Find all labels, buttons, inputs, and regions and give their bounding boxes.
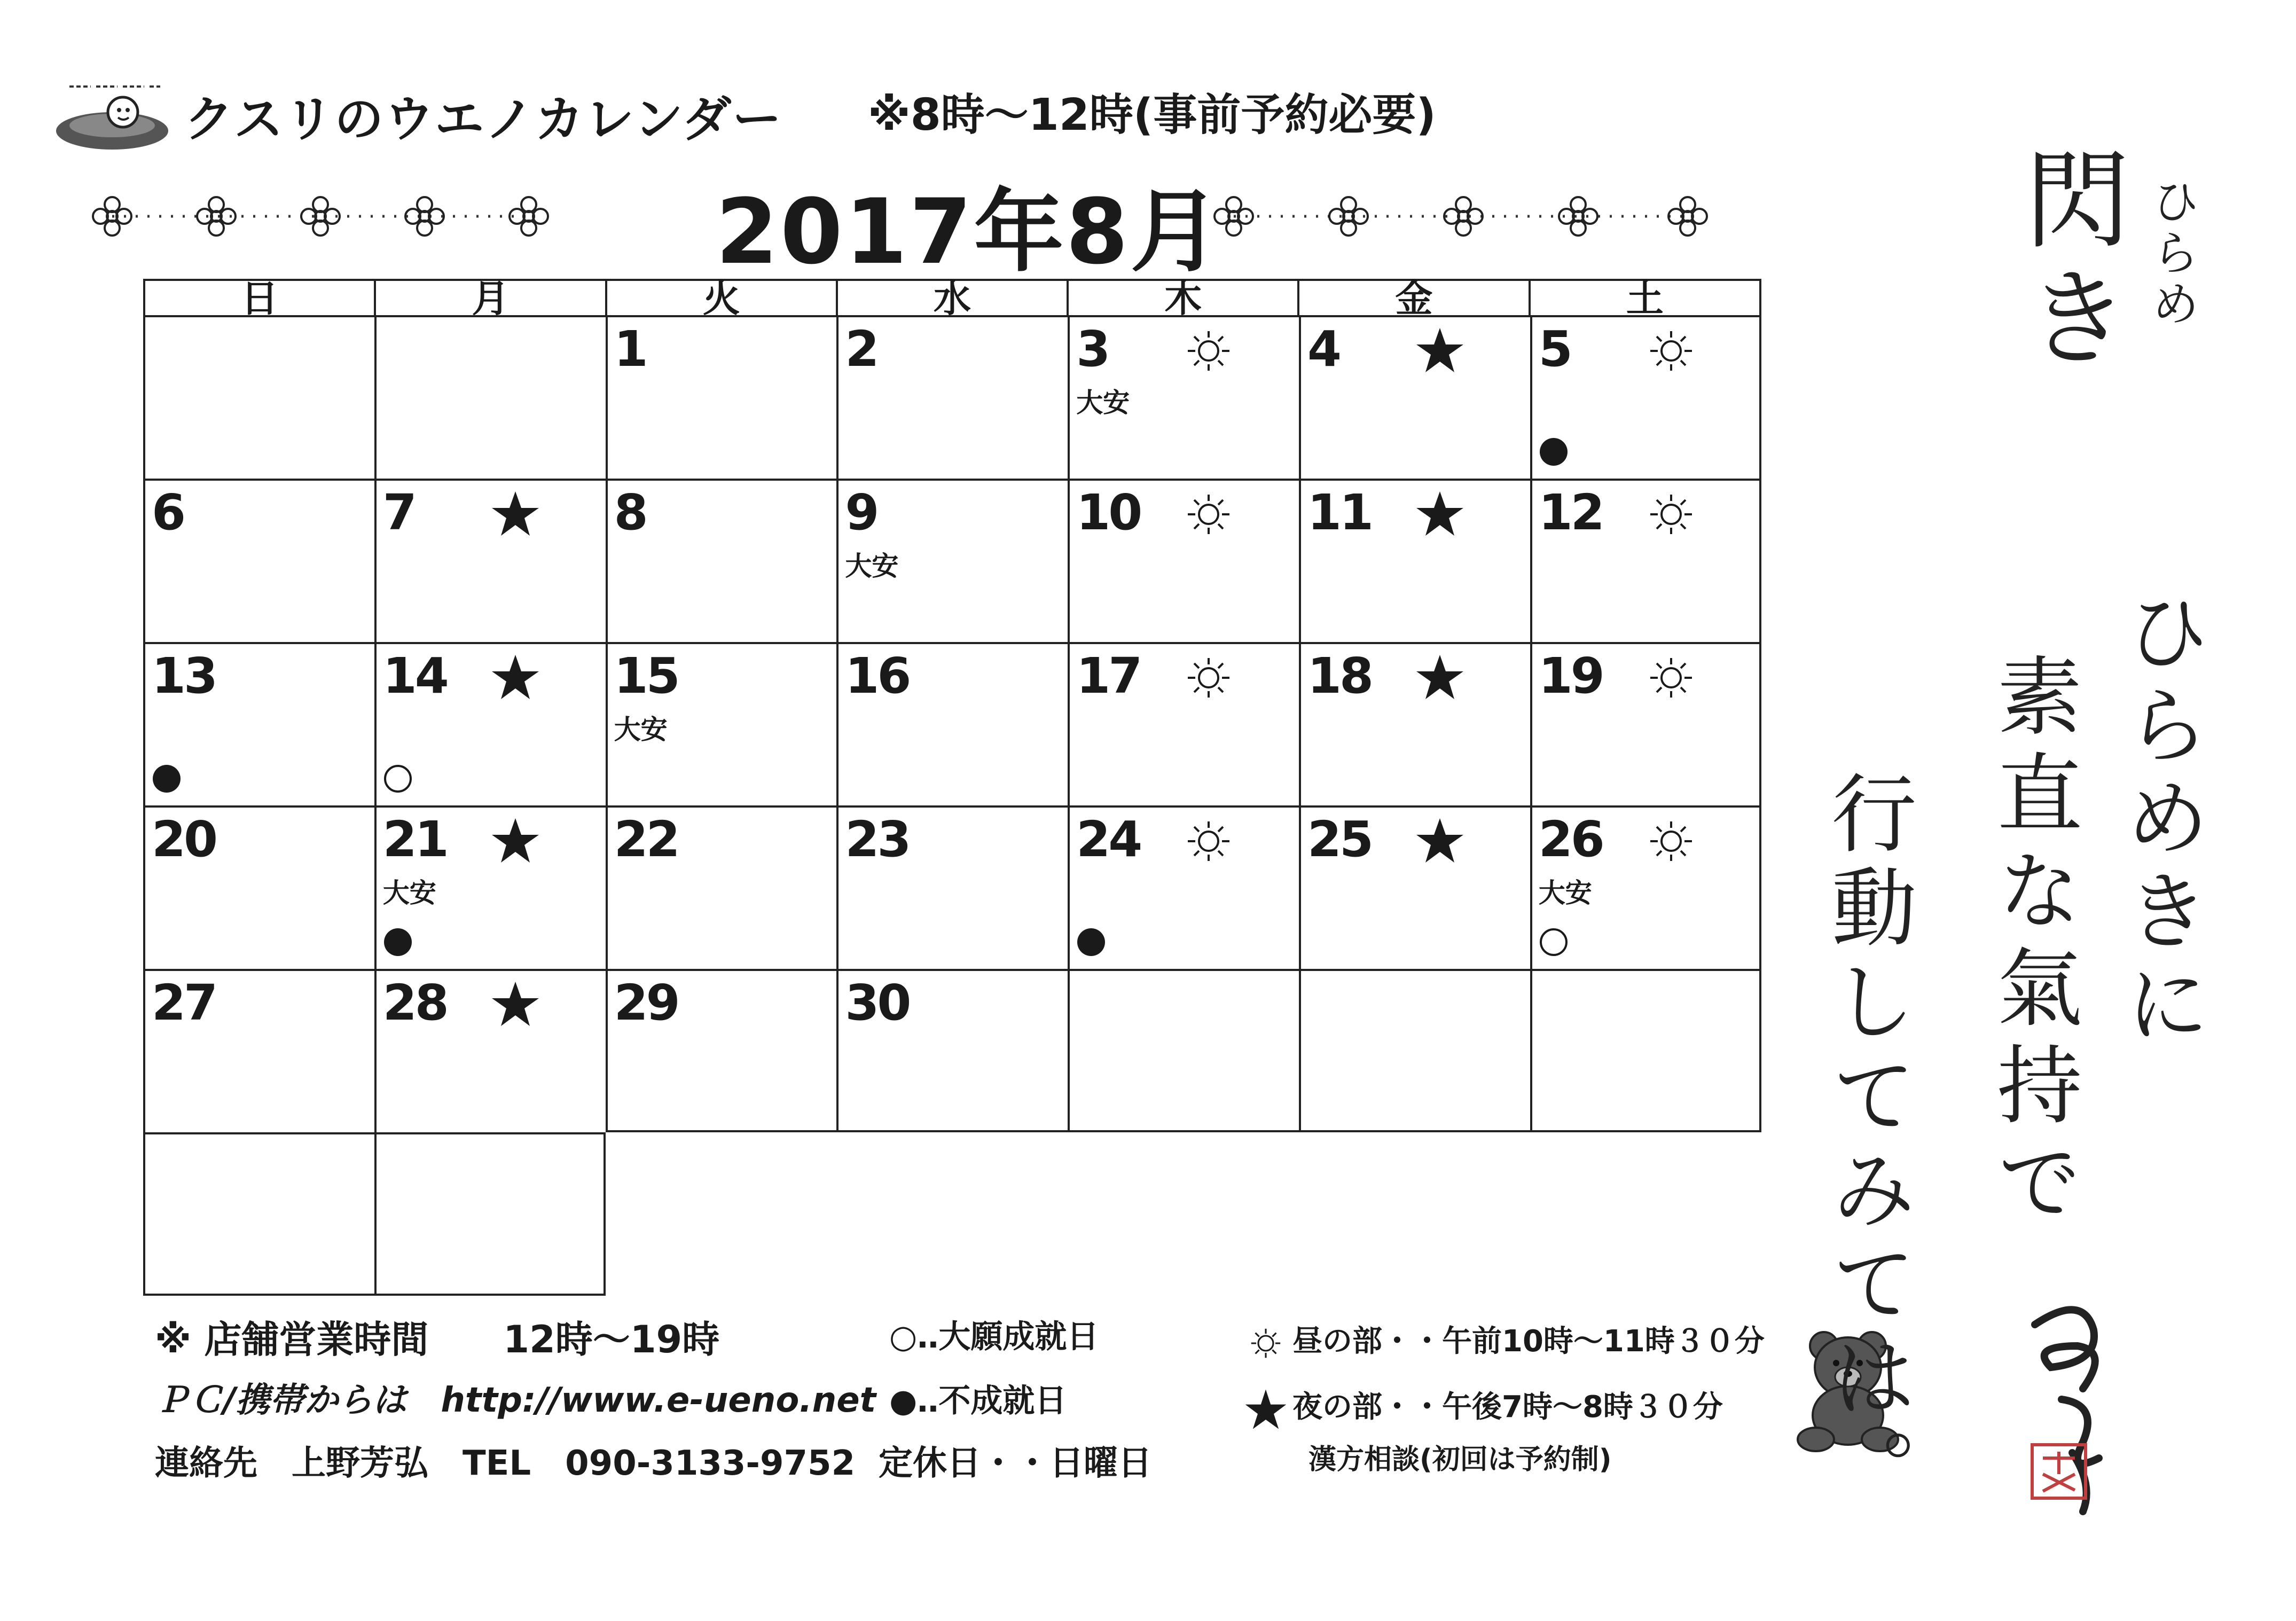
calendar-week [143,315,1761,479]
flower-border-right [1212,184,1714,248]
calendar-day-12 [1530,479,1761,642]
calendar-day-empty [374,315,606,479]
rokuyo-label: 大安 [382,878,436,909]
calendar-day-21 [374,805,606,969]
calendar-day-19 [1530,642,1761,805]
day-number: 3 [1076,320,1109,378]
day-number: 24 [1076,811,1141,868]
star-icon [486,654,545,702]
calendar-day-4 [1299,315,1530,479]
calligraphy-line-1: ひらめきに [2111,588,2211,1052]
calendar-day-14 [374,642,606,805]
weekday-saturday: 土 [1626,277,1664,320]
flower-border-left [91,184,555,248]
rokuyo-label: 大安 [1076,387,1130,418]
calendar-day-10 [1068,479,1299,642]
day-number: 16 [845,647,910,704]
calligraphy-line-3: 行動してみては。 [1817,769,1917,1521]
calendar-day-17 [1068,642,1299,805]
sun-icon [1642,490,1701,538]
calendar-day-1 [606,315,837,479]
calendar-week [143,805,1761,969]
sun-icon [1179,327,1238,375]
sun-icon [1179,817,1238,865]
day-session-label: 昼の部・・午前10時～11時３０分 [1292,1324,1765,1359]
kampo-consultation-note: 漢方相談(初回は予約制) [1308,1444,1612,1476]
calendar-day-28 [374,969,606,1132]
star-icon [486,981,545,1029]
closed-day-info: 定休日・・日曜日 [879,1444,1152,1483]
calendar-day-empty [143,315,374,479]
star-icon [1410,654,1469,702]
sun-icon [1642,817,1701,865]
weekday-monday: 月 [376,281,607,315]
shop-logo [51,75,174,155]
calendar-day-2 [836,315,1068,479]
rokuyo-label: 大安 [845,551,899,582]
day-number: 9 [845,484,877,541]
calendar-day-20 [143,805,374,969]
weekday-wednesday: 水 [838,281,1069,315]
calendar-day-27 [143,969,374,1132]
sun-icon [1179,654,1238,702]
day-number: 15 [614,647,678,704]
day-session-info [1239,1318,1765,1362]
calendar-week [143,479,1761,642]
calendar-day-13 [143,642,374,805]
day-number: 11 [1307,484,1372,541]
star-icon [1410,817,1469,865]
calendar-day-15 [606,642,837,805]
day-number: 6 [152,484,184,541]
day-number: 8 [614,484,646,541]
red-seal-stamp [2029,1442,2088,1501]
calendar-week [143,969,1761,1132]
calendar-day-25 [1299,805,1530,969]
calendar-day-23 [836,805,1068,969]
calendar-day-30 [836,969,1068,1132]
contact-info: 連絡先 上野芳弘 TEL 090-3133-9752 [155,1444,856,1483]
calendar-day-18 [1299,642,1530,805]
calendar [143,279,1761,1296]
reservation-note: ※8時～12時(事前予約必要) [868,90,1436,140]
calendar-day-empty [1530,969,1761,1132]
calligraphy-title-reading: ひらめ [2143,176,2199,330]
calendar-day-empty [374,1132,606,1296]
night-session-info [1239,1383,1723,1430]
weekday-friday: 金 [1299,281,1530,315]
night-session-label: 夜の部・・午後7時～8時３０分 [1292,1390,1723,1424]
star-icon [1239,1388,1292,1430]
calendar-day-24 [1068,805,1299,969]
star-icon [486,490,545,538]
star-icon [486,817,545,865]
open-circle-icon [1540,928,1568,956]
weekday-tuesday: 火 [607,281,838,315]
calendar-day-empty [143,1132,374,1296]
calendar-day-26 [1530,805,1761,969]
day-number: 1 [614,320,646,378]
calendar-day-22 [606,805,837,969]
day-number: 10 [1076,484,1141,541]
legend-lucky-day: ○‥大願成就日 [889,1318,1099,1356]
day-number: 18 [1307,647,1372,704]
month-title: 2017年8月 [716,179,1223,284]
calligraphy-title: 閃き [2007,144,2131,379]
calendar-day-29 [606,969,837,1132]
business-hours: ※ 店舗営業時間 12時～19時 [155,1318,720,1361]
calendar-day-16 [836,642,1068,805]
day-number: 26 [1538,811,1603,868]
filled-circle-icon [384,928,412,956]
calendar-day-5 [1530,315,1761,479]
day-number: 30 [845,974,910,1031]
calendar-day-9 [836,479,1068,642]
shop-title: クスリのウエノカレンダー [184,91,783,148]
day-number: 13 [152,647,216,704]
open-circle-icon [384,765,412,793]
legend-unlucky-day: ●‥不成就日 [889,1382,1067,1420]
website-info: ＰＣ/携帯からは http://www.e-ueno.net [155,1381,876,1420]
day-number: 23 [845,811,910,868]
day-number: 28 [382,974,447,1031]
day-number: 17 [1076,647,1141,704]
day-number: 19 [1538,647,1603,704]
day-number: 14 [382,647,447,704]
filled-circle-icon [1540,438,1568,466]
sun-icon [1642,327,1701,375]
rokuyo-label: 大安 [614,714,668,745]
weekday-sunday: 日 [145,281,376,315]
calendar-grid [143,315,1761,1296]
sun-icon [1239,1325,1292,1362]
day-number: 27 [152,974,216,1031]
day-number: 25 [1307,811,1372,868]
calendar-week [143,1132,1761,1296]
star-icon [1410,327,1469,375]
filled-circle-icon [1077,928,1105,956]
filled-circle-icon [153,765,181,793]
day-number: 7 [382,484,415,541]
rokuyo-label: 大安 [1538,878,1592,909]
calendar-day-11 [1299,479,1530,642]
day-number: 21 [382,811,447,868]
calendar-day-6 [143,479,374,642]
weekday-header [143,277,1761,320]
day-number: 29 [614,974,678,1031]
weekday-thursday: 木 [1069,281,1299,315]
calendar-day-7 [374,479,606,642]
sun-icon [1179,490,1238,538]
calendar-week [143,642,1761,805]
day-number: 2 [845,320,877,378]
day-number: 12 [1538,484,1603,541]
day-number: 4 [1307,320,1339,378]
calendar-day-3 [1068,315,1299,479]
day-number: 5 [1538,320,1571,378]
day-number: 20 [152,811,216,868]
calendar-day-8 [606,479,837,642]
calligraphy-line-2: 素直な氣持で [1982,652,2082,1235]
day-number: 22 [614,811,678,868]
calendar-day-empty [1068,969,1299,1132]
star-icon [1410,490,1469,538]
calendar-day-empty [1299,969,1530,1132]
sun-icon [1642,654,1701,702]
